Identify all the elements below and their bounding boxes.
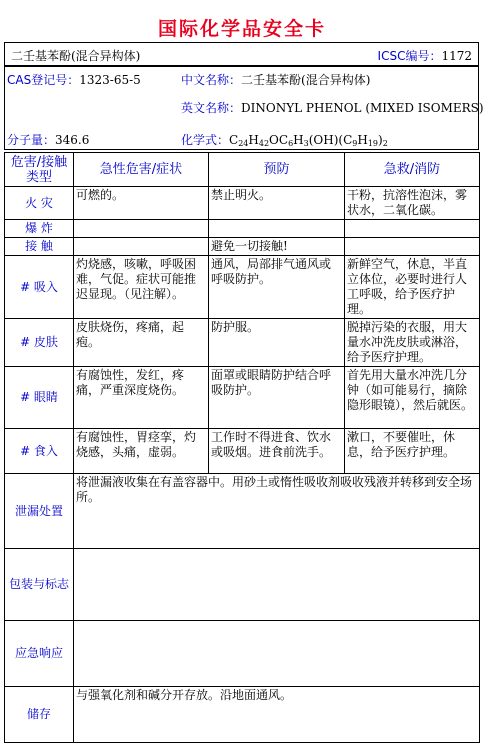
section-category: 包装与标志: [5, 549, 74, 621]
info-block: [4, 66, 484, 150]
table-row: [5, 319, 480, 367]
formula-row: [181, 131, 388, 148]
section-text: [74, 549, 480, 621]
cn-name-row: [181, 71, 370, 88]
hazard-category: 接 触: [5, 238, 74, 256]
hazard-table-body: [5, 153, 480, 743]
cn-name-label: 中文名称：: [181, 73, 242, 87]
formula-subscript: 3: [303, 139, 309, 148]
hazard-symptoms: 有腐蚀性，胃痉挛，灼烧感，头痛，虚弱。: [74, 429, 209, 474]
hazard-symptoms: [74, 238, 209, 256]
section-category: 泄漏处置: [5, 474, 74, 549]
section-category: 应急响应: [5, 621, 74, 687]
formula-subscript: 2: [382, 139, 388, 148]
table-row: [5, 367, 480, 429]
first-aid-cell: [345, 220, 480, 238]
hazard-category: 爆 炸: [5, 220, 74, 238]
formula-subscript: 19: [367, 139, 379, 148]
hazard-table: [4, 152, 480, 743]
formula-part: ): [378, 133, 383, 147]
hazard-symptoms: 可燃的。: [74, 187, 209, 220]
formula-part: C: [229, 133, 239, 147]
first-aid-cell: 首先用大量水冲洗几分钟（如可能易行，摘除隐形眼镜），然后就医。: [345, 367, 480, 429]
en-name-value: DINONYL PHENOL (MIXED ISOMERS): [241, 101, 484, 115]
column-header: 急救/消防: [345, 153, 480, 187]
formula-part: H: [293, 133, 304, 147]
table-row: [5, 429, 480, 474]
prevention-cell: 面罩或眼睛防护结合呼吸防护。: [209, 367, 345, 429]
hazard-category: # 食入: [5, 429, 74, 474]
formula-part: (OH)(C: [308, 133, 353, 147]
cas-value: 1323-65-5: [79, 73, 141, 87]
formula-part: H: [248, 133, 259, 147]
hazard-symptoms: [74, 220, 209, 238]
table-row: [5, 238, 480, 256]
section-row: [5, 474, 480, 549]
prevention-cell: 禁止明火。: [209, 187, 345, 220]
first-aid-cell: 脱掉污染的衣服，用大量水冲洗皮肤或淋浴，给予医疗护理。: [345, 319, 480, 367]
prevention-cell: 工作时不得进食、饮水或吸烟。进食前洗手。: [209, 429, 345, 474]
hazard-symptoms: 皮肤烧伤，疼痛，起疱。: [74, 319, 209, 367]
en-name-row: [181, 99, 484, 116]
icsc-label: ICSC编号：: [377, 49, 442, 63]
column-header: 危害/接触类型: [5, 153, 74, 187]
cn-name-value: 二壬基苯酚(混合异构体): [241, 73, 371, 87]
section-row: [5, 549, 480, 621]
formula-value: [229, 133, 388, 147]
hazard-symptoms: 灼烧感，咳嗽，呼吸困难，气促。症状可能推迟显现。（见注解）。: [74, 256, 209, 319]
column-header: 预防: [209, 153, 345, 187]
first-aid-cell: 干粉，抗溶性泡沫，雾状水，二氧化碳。: [345, 187, 480, 220]
formula-part: H: [357, 133, 368, 147]
chemical-name: 二壬基苯酚(混合异构体): [11, 49, 141, 63]
icsc-value: 1172: [441, 49, 472, 63]
prevention-cell: 避免一切接触!: [209, 238, 345, 256]
first-aid-cell: 漱口，不要催吐，休息，给予医疗护理。: [345, 429, 480, 474]
section-category: 储存: [5, 687, 74, 743]
formula-part: OC: [269, 133, 289, 147]
mw-value: 346.6: [55, 133, 90, 147]
section-text: [74, 621, 480, 687]
cas-label: CAS登记号：: [7, 73, 80, 87]
first-aid-cell: [345, 238, 480, 256]
formula-label: 化学式：: [181, 133, 230, 147]
cas-row: [7, 71, 141, 88]
header-row: [4, 42, 479, 66]
hazard-category: # 吸入: [5, 256, 74, 319]
formula-subscript: 6: [288, 139, 294, 148]
section-row: [5, 687, 480, 743]
prevention-cell: [209, 220, 345, 238]
hazard-category: 火 灾: [5, 187, 74, 220]
prevention-cell: 通风，局部排气通风或呼吸防护。: [209, 256, 345, 319]
first-aid-cell: 新鲜空气，休息，半直立体位，必要时进行人工呼吸，给予医疗护理。: [345, 256, 480, 319]
section-text: 将泄漏液收集在有盖容器中。用砂土或惰性吸收剂吸收残液并转移到安全场所。: [74, 474, 480, 549]
table-row: [5, 187, 480, 220]
hazard-category: # 皮肤: [5, 319, 74, 367]
table-row: [5, 256, 480, 319]
formula-subscript: 42: [258, 139, 270, 148]
card-title: 国际化学品安全卡: [157, 18, 326, 40]
hazard-category: # 眼睛: [5, 367, 74, 429]
mw-label: 分子量：: [7, 133, 56, 147]
table-header-row: [5, 153, 480, 187]
section-row: [5, 621, 480, 687]
section-text: 与强氧化剂和碱分开存放。沿地面通风。: [74, 687, 480, 743]
mw-row: [7, 131, 89, 148]
formula-subscript: 24: [238, 139, 249, 148]
en-name-label: 英文名称：: [181, 101, 242, 115]
icsc-number: [378, 47, 472, 64]
prevention-cell: 防护服。: [209, 319, 345, 367]
table-row: [5, 220, 480, 238]
formula-subscript: 9: [352, 139, 358, 148]
hazard-symptoms: 有腐蚀性，发红，疼痛，严重深度烧伤。: [74, 367, 209, 429]
column-header: 急性危害/症状: [74, 153, 209, 187]
